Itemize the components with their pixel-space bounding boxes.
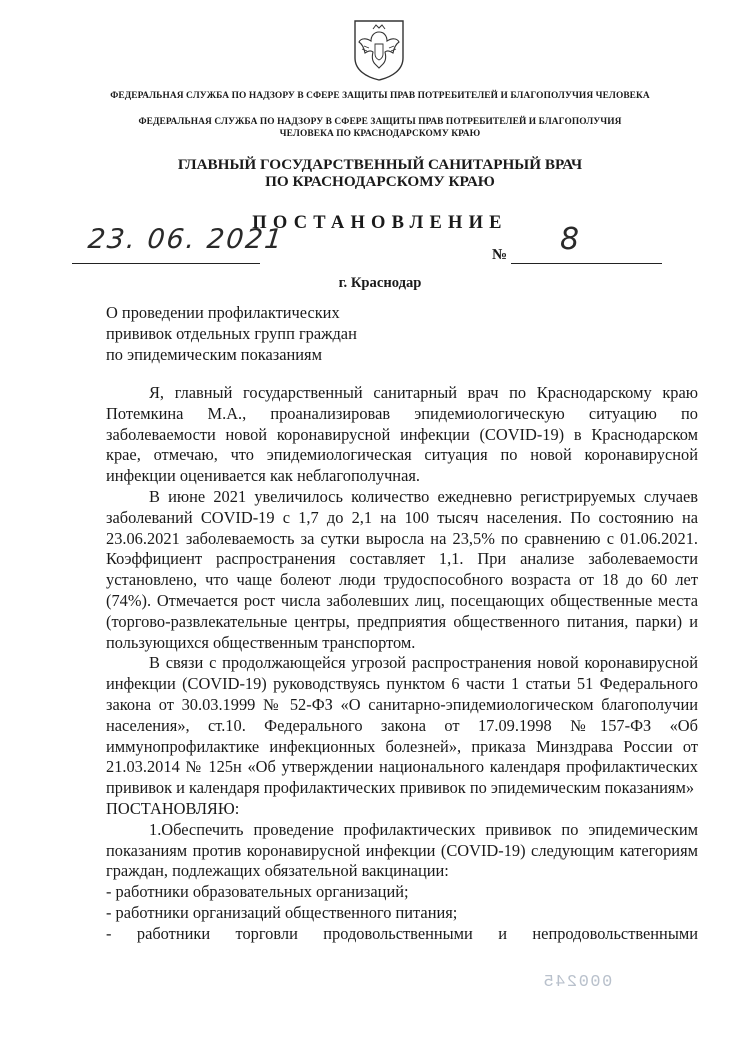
paragraph-situation: Я, главный государственный санитарный врач по Краснодарскому краю Потемкина М.А., проанализировав эпидемиологическую ситуацию по заболеваемости новой коронавирусной инфекции (COVID-19) в Краснодарском крае, отмечаю, что эпидемиологическая ситуация по новой коронавирусной инфекции оценивается как неблагополучная. <box>106 383 698 486</box>
document-type-heading: ПОСТАНОВЛЕНИЕ <box>252 213 508 233</box>
agency-regional-title <box>60 116 700 140</box>
resolve-heading: ПОСТАНОВЛЯЮ: <box>106 798 240 818</box>
number-label: № <box>492 247 508 263</box>
agency-regional-line1: ФЕДЕРАЛЬНАЯ СЛУЖБА ПО НАДЗОРУ В СФЕРЕ ЗАЩИТЫ ПРАВ ПОТРЕБИТЕЛЕЙ И БЛАГОПОЛУЧИЯ <box>138 117 622 127</box>
subject-line3: по эпидемическим показаниям <box>106 345 322 364</box>
subject-line1: О проведении профилактических <box>106 303 340 322</box>
list-item: - работники организаций общественного питания; <box>106 902 458 922</box>
city-line: г. Краснодар <box>338 275 422 291</box>
coat-of-arms-emblem <box>352 18 406 82</box>
document-body <box>106 383 698 945</box>
chief-title-line1: ГЛАВНЫЙ ГОСУДАРСТВЕННЫЙ САНИТАРНЫЙ ВРАЧ <box>177 156 583 173</box>
handwritten-date: 23. 06. 2021 <box>86 224 286 255</box>
list-item: - работники торговли продовольственными и непродовольственными <box>106 923 698 943</box>
chief-title-line2: ПО КРАСНОДАРСКОМУ КРАЮ <box>265 173 495 190</box>
agency-regional-line2: ЧЕЛОВЕКА ПО КРАСНОДАРСКОМУ КРАЮ <box>279 129 481 139</box>
agency-federal-title: ФЕДЕРАЛЬНАЯ СЛУЖБА ПО НАДЗОРУ В СФЕРЕ ЗАЩИТЫ ПРАВ ПОТРЕБИТЕЛЕЙ И БЛАГОПОЛУЧИЯ ЧЕЛОВЕКА <box>110 91 650 101</box>
chief-sanitary-doctor-title <box>160 156 600 190</box>
subject-line2: прививок отдельных групп граждан <box>106 324 357 343</box>
list-item: - работники образовательных организаций; <box>106 882 409 902</box>
paragraph-statistics: В июне 2021 увеличилось количество ежедневно регистрируемых случаев заболеваний COVID-19 с 1,7 до 2,1 на 100 тысяч населения. По состоянию на 23.06.2021 заболеваемость за сутки выросла на 23,5% по сравнению с 01.06.2021. Коэффициент распространения составляет 1,1. При анализе заболеваемости установлено, что чаще болеют люди трудоспособного возраста от 18 до 60 лет (74%). Отмечается рост числа заболевших лиц, посещающих общественные места (торгово-развлекательные центры, предприятия общественного питания, парки) и пользующихся общественным транспортом. <box>106 486 698 652</box>
stamped-serial-number: 000245 <box>542 973 613 992</box>
document-subject <box>106 302 357 365</box>
handwritten-number: 8 <box>560 222 580 257</box>
paragraph-legal-basis: В связи с продолжающейся угрозой распространения новой коронавирусной инфекции (COVID-19) руководствуясь пунктом 6 части 1 статьи 51 Федерального закона от 30.03.1999 № 52-ФЗ «О санитарно-эпидемиологическом благополучии населения», ст.10. Федерального закона от 17.09.1998 №157-ФЗ «Об иммунопрофилактике инфекционных болезней», приказа Минздрава России от 21.03.2014 № 125н «Об утверждении национального календаря профилактических прививок и календаря профилактических прививок по эпидемическим показаниям» <box>106 653 698 798</box>
number-underline <box>511 263 662 264</box>
item-1: 1.Обеспечить проведение профилактических прививок по эпидемическим показаниям против коронавирусной инфекции (COVID-19) следующим категориям граждан, подлежащих обязательной вакцинации: <box>106 819 698 881</box>
date-underline <box>72 263 260 264</box>
